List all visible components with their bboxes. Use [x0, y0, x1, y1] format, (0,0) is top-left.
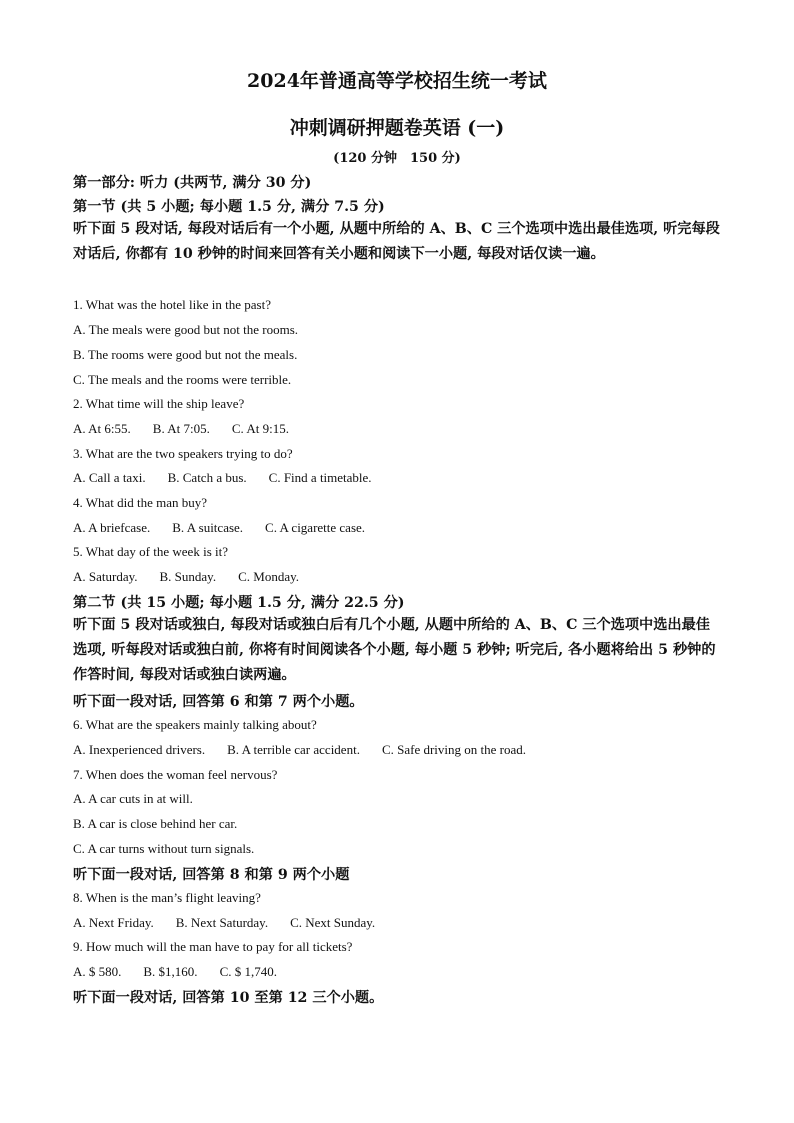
- answer-option: B. At 7:05.: [152, 421, 210, 436]
- section1-instructions: 听下面 5 段对话, 每段对话后有一个小题, 从题中所给的 A、B、C 三个选项中选出最佳选项, 听完每段对话后, 你都有 10 秒钟的时间来回答有关小题和阅读下一小题, 每段对话仅读一遍。: [73, 221, 720, 262]
- answer-option: C. Monday.: [238, 569, 299, 584]
- answer-option: A. Saturday.: [73, 569, 138, 584]
- answer-option: A. The meals were good but not the rooms.: [73, 322, 299, 337]
- answer-option: B. Next Saturday.: [175, 915, 269, 930]
- answer-option: B. $1,160.: [143, 964, 198, 979]
- options-row: [73, 742, 526, 758]
- options-row: [73, 569, 299, 585]
- options-row: [73, 421, 289, 437]
- question-stem: 7. When does the woman feel nervous?: [73, 767, 278, 782]
- answer-option: B. A suitcase.: [172, 520, 244, 535]
- question-stem: 6. What are the speakers mainly talking about?: [73, 717, 317, 732]
- options-row: [73, 520, 365, 536]
- question-stem: 1. What was the hotel like in the past?: [73, 297, 271, 312]
- exam-duration: (120 分钟 150 分): [333, 151, 461, 166]
- group-heading: 听下面一段对话, 回答第 8 和第 9 两个小题: [73, 867, 350, 883]
- answer-option: B. Sunday.: [159, 569, 217, 584]
- part1-heading: 第一部分: 听力 (共两节, 满分 30 分): [73, 175, 312, 191]
- answer-option: A. Inexperienced drivers.: [73, 742, 206, 757]
- options-row: [73, 964, 277, 980]
- answer-option: A. A briefcase.: [73, 520, 151, 535]
- answer-option: C. At 9:15.: [231, 421, 289, 436]
- answer-option: A. At 6:55.: [73, 421, 131, 436]
- answer-option: C. Next Sunday.: [290, 915, 376, 930]
- exam-title: 2024年普通高等学校招生统一考试: [247, 70, 547, 92]
- answer-option: A. $ 580.: [73, 964, 122, 979]
- question-stem: 2. What time will the ship leave?: [73, 396, 245, 411]
- question-stem: 9. How much will the man have to pay for all tickets?: [73, 939, 353, 954]
- answer-option: B. A car is close behind her car.: [73, 816, 238, 831]
- answer-option: C. A cigarette case.: [265, 520, 366, 535]
- answer-option: C. A car turns without turn signals.: [73, 841, 255, 856]
- group-heading: 听下面一段对话, 回答第 10 至第 12 三个小题。: [73, 990, 384, 1006]
- group-heading: 听下面一段对话, 回答第 6 和第 7 两个小题。: [73, 694, 364, 710]
- question-stem: 5. What day of the week is it?: [73, 544, 228, 559]
- answer-option: B. The rooms were good but not the meals.: [73, 347, 298, 362]
- answer-option: A. A car cuts in at will.: [73, 791, 193, 806]
- answer-option: B. A terrible car accident.: [227, 742, 360, 757]
- question-stem: 3. What are the two speakers trying to do?: [73, 446, 293, 461]
- section1-heading: 第一节 (共 5 小题; 每小题 1.5 分, 满分 7.5 分): [73, 199, 385, 215]
- question-stem: 8. When is the man’s flight leaving?: [73, 890, 261, 905]
- answer-option: C. The meals and the rooms were terrible.: [73, 372, 292, 387]
- answer-option: C. $ 1,740.: [219, 964, 277, 979]
- answer-option: A. Next Friday.: [73, 915, 154, 930]
- options-row: [73, 915, 375, 931]
- answer-option: A. Call a taxi.: [73, 470, 146, 485]
- options-row: [73, 470, 372, 486]
- section2-instructions: 听下面 5 段对话或独白, 每段对话或独白后有几个小题, 从题中所给的 A、B、C 三个选项中选出最佳选项, 听每段对话或独白前, 你将有时间阅读各个小题, 每小题 5 秒钟; 听完后, 各小题将给出 5 秒钟的作答时间, 每段对话或独白读两遍。: [73, 617, 716, 683]
- answer-option: C. Find a timetable.: [268, 470, 372, 485]
- section2-heading: 第二节 (共 15 小题; 每小题 1.5 分, 满分 22.5 分): [73, 595, 405, 611]
- answer-option: C. Safe driving on the road.: [381, 742, 527, 757]
- answer-option: B. Catch a bus.: [167, 470, 247, 485]
- exam-subtitle: 冲刺调研押题卷英语 (一): [289, 117, 505, 139]
- question-stem: 4. What did the man buy?: [73, 495, 208, 510]
